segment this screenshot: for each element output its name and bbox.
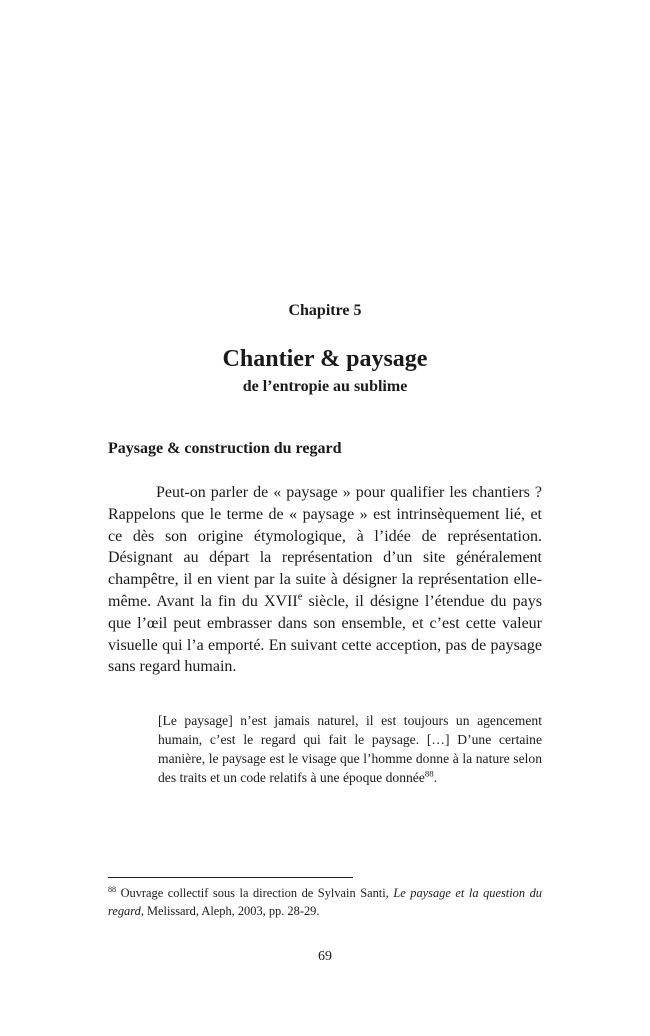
quote-text: [Le paysage] n’est jamais naturel, il est toujours un agencement humain, c’est le regard qui fait le paysage. […] D’une certaine manière, le paysage est le visage que l’homme donne à la nature selon des traits et un code relatifs à une époque donnée	[158, 713, 542, 785]
paragraph-text-start: Peut-on parler de « paysage » pour qualifier les chantiers ? Rappelons que le terme de « paysage » est intrinsèquement lié, et ce dès son origine étymologique, à l’idée de représentation. Désignant au départ la représentation d’un site généralement champêtre, il en vient par la suite à désigner la représentation elle-même. Avant la fin du XVII	[108, 484, 542, 610]
footnote-text-end: , Melissard, Aleph, 2003, pp. 28-29.	[140, 904, 320, 918]
chapter-subtitle: de l’entropie au sublime	[242, 378, 408, 395]
block-quote	[158, 711, 542, 787]
body-paragraph	[108, 482, 542, 678]
section-heading: Paysage & construction du regard	[108, 440, 342, 457]
quote-end: .	[433, 770, 438, 785]
chapter-label: Chapitre 5	[288, 302, 362, 319]
quote-footnote-ref: 88	[424, 768, 434, 779]
footnote-text-start: Ouvrage collectif sous la direction de Sylvain Santi,	[116, 886, 394, 900]
footnote	[108, 884, 542, 920]
century-superscript: e	[297, 591, 303, 603]
footnote-number: 88	[108, 884, 117, 894]
chapter-title: Chantier & paysage	[222, 346, 428, 372]
footnote-book-title: Le paysage et la question du regard	[108, 886, 542, 918]
page-number: 69	[318, 949, 332, 964]
paragraph-text-end: siècle, il désigne l’étendue du pays que l’œil peut embrasser dans son ensemble, et c’est cette valeur visuelle qui l’a emporté. En suivant cette acception, pas de paysage sans regard humain.	[108, 592, 542, 676]
footnote-separator	[108, 877, 353, 878]
